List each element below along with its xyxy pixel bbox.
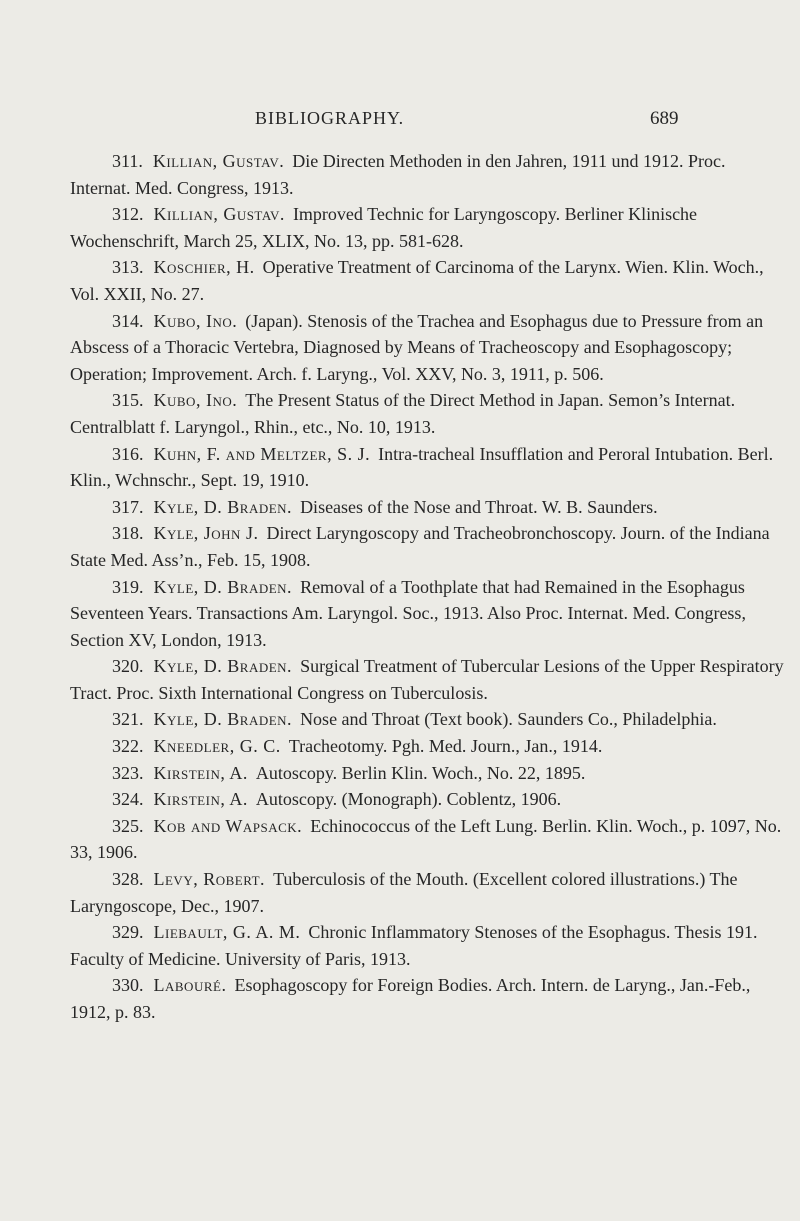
entry-text: Surgical Treatment of Tubercular Lesions of the Upper Respiratory Tract. Proc. Sixth International Congress on Tuberculosis. [70, 656, 784, 703]
entry-text: Chronic Inflammatory Stenoses of the Esophagus. Thesis 191. Faculty of Medicine. University of Paris, 1913. [70, 922, 758, 969]
entry-text: Diseases of the Nose and Throat. W. B. Saunders. [300, 496, 658, 517]
bibliography-entry [70, 441, 790, 494]
entry-text: Echinococcus of the Left Lung. Berlin. Klin. Woch., p. 1097, No. 33, 1906. [70, 815, 782, 863]
entry-author: Liebault, G. A. M. [153, 922, 301, 943]
entry-author: Kob and Wapsack. [153, 815, 303, 836]
entry-number: 311. [112, 151, 143, 171]
entry-number: 316. [112, 443, 144, 464]
bibliography-entry [70, 972, 790, 1025]
entry-number: 322. [112, 736, 144, 757]
entry-number: 329. [112, 922, 144, 943]
page-number: 689 [650, 108, 679, 129]
bibliography-entry [70, 254, 790, 307]
bibliography-entry [70, 653, 790, 706]
entry-text: Tuberculosis of the Mouth. (Excellent colored illustrations.) The Laryngoscope, Dec., 1907. [70, 869, 738, 916]
entry-author: Kubo, Ino. [153, 390, 238, 411]
bibliography-entry [70, 387, 790, 440]
entry-number: 324. [112, 789, 144, 810]
entry-author: Kyle, John J. [153, 523, 259, 544]
entry-author: Kyle, D. Braden. [153, 656, 293, 677]
bibliography-entry [70, 201, 790, 254]
entry-text: (Japan). Stenosis of the Trachea and Esophagus due to Pressure from an Abscess of a Thoracic Vertebra, Diagnosed by Means of Tracheoscopy and Esophagoscopy; Operation; Improvement. Arch. f. Laryng., Vol. XXV, No. 3, 1911, p. 506. [70, 310, 764, 384]
bibliography-entry [70, 706, 790, 733]
entry-number: 318. [112, 523, 144, 544]
page-header [0, 108, 800, 138]
entry-number: 319. [112, 576, 144, 597]
entry-author: Kyle, D. Braden. [153, 709, 293, 730]
entry-text: The Present Status of the Direct Method in Japan. Semon’s Internat. Centralblatt f. Laryngol., Rhin., etc., No. 10, 1913. [70, 390, 736, 437]
entry-text: Intra-tracheal Insufflation and Peroral Intubation. Berl. Klin., Wchnschr., Sept. 19, 1910. [70, 443, 774, 491]
entry-author: Kuhn, F. and Meltzer, S. J. [153, 443, 371, 464]
entry-number: 321. [112, 709, 144, 730]
entry-text: Improved Technic for Laryngoscopy. Berliner Klinische Wochenschrift, March 25, XLIX, No. 13, pp. 581-628. [70, 204, 698, 251]
bibliography-entry [70, 813, 790, 866]
entry-text: Esophagoscopy for Foreign Bodies. Arch. Intern. de Laryng., Jan.-Feb., 1912, p. 83. [70, 975, 751, 1022]
entry-text: Die Directen Methoden in den Jahren, 1911 und 1912. Proc. Internat. Med. Congress, 1913. [70, 151, 726, 198]
entry-text: Direct Laryngoscopy and Tracheobronchoscopy. Journ. of the Indiana State Med. Ass’n., Feb. 15, 1908. [70, 523, 770, 570]
entry-number: 320. [112, 656, 144, 677]
entry-number: 315. [112, 390, 144, 411]
entry-author: Kirstein, A. [153, 762, 248, 783]
entry-text: Autoscopy. Berlin Klin. Woch., No. 22, 1895. [255, 762, 586, 783]
bibliography-entry [70, 520, 790, 573]
entry-author: Levy, Robert. [153, 869, 266, 890]
entry-text: Tracheotomy. Pgh. Med. Journ., Jan., 1914. [288, 736, 603, 757]
entry-text: Removal of a Toothplate that had Remained in the Esophagus Seventeen Years. Transactions Am. Laryngol. Soc., 1913. Also Proc. Internat. Med. Congress, Section XV, London, 1913. [70, 576, 746, 650]
entry-number: 317. [112, 496, 144, 517]
entry-number: 312. [112, 204, 144, 225]
entry-number: 323. [112, 762, 144, 783]
entry-author: Kneedler, G. C. [153, 736, 281, 757]
bibliography-entry [70, 148, 790, 201]
entry-number: 330. [112, 975, 144, 996]
running-head: BIBLIOGRAPHY. [255, 108, 405, 128]
bibliography-entry [70, 494, 790, 521]
entry-author: Kirstein, A. [153, 789, 248, 810]
entry-number: 314. [112, 310, 144, 331]
entry-author: Killian, Gustav. [153, 204, 285, 225]
entry-author: Killian, Gustav. [152, 151, 285, 171]
entry-author: Kubo, Ino. [153, 310, 238, 331]
entry-author: Kyle, D. Braden. [153, 576, 293, 597]
entry-number: 328. [112, 869, 144, 890]
entry-author: Labouré. [153, 975, 227, 996]
entry-text: Autoscopy. (Monograph). Coblentz, 1906. [255, 789, 562, 810]
bibliography-list [70, 148, 790, 1026]
bibliography-entry [70, 574, 790, 654]
bibliography-entry [70, 308, 790, 388]
entry-text: Operative Treatment of Carcinoma of the Larynx. Wien. Klin. Woch., Vol. XXII, No. 27. [70, 257, 764, 304]
entry-number: 313. [112, 257, 144, 278]
bibliography-entry [70, 786, 790, 813]
bibliography-entry [70, 866, 790, 919]
bibliography-entry [70, 919, 790, 972]
entry-number: 325. [112, 815, 144, 836]
entry-author: Kyle, D. Braden. [153, 496, 293, 517]
entry-author: Koschier, H. [153, 257, 255, 278]
bibliography-entry [70, 760, 790, 787]
bibliography-entry [70, 733, 790, 760]
entry-text: Nose and Throat (Text book). Saunders Co., Philadelphia. [300, 709, 717, 730]
